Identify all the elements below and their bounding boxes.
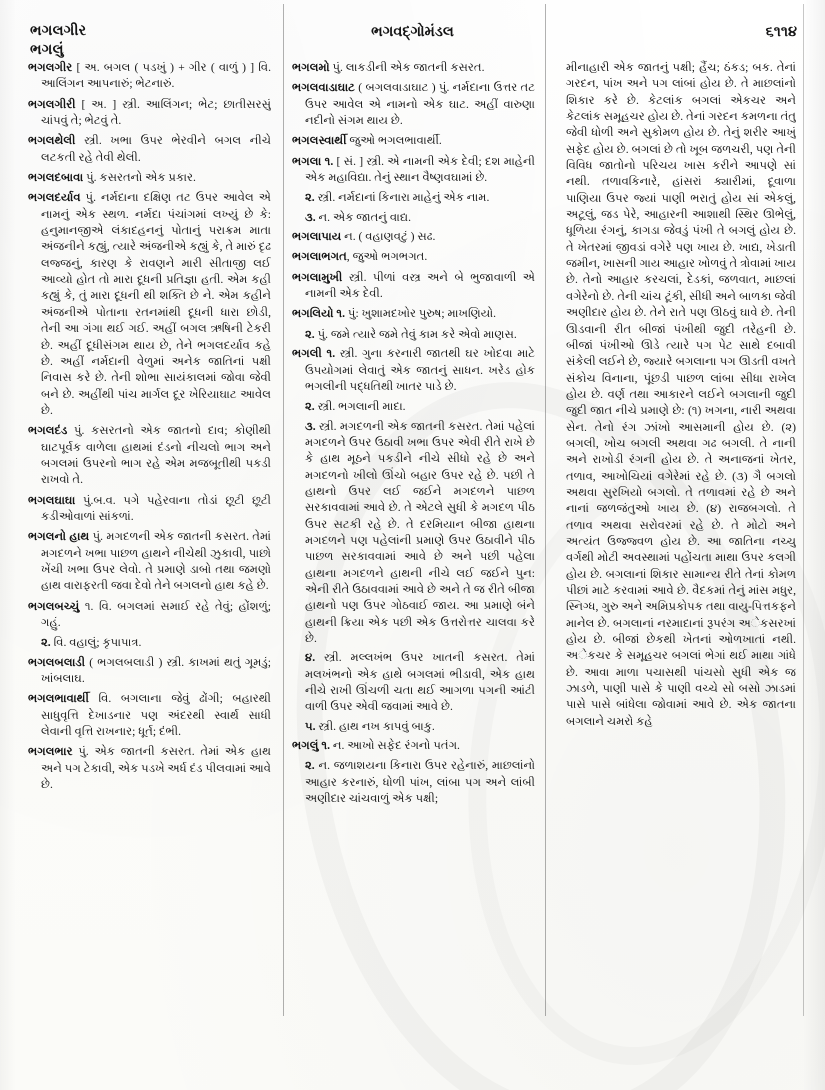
entry-definition: સ્ત્રી. નર્મદાનાં કિનારા માહેનું એક નામ.	[317, 191, 490, 205]
entry-definition: સ્ત્રી. મલ્લખંભ ઉપર ખાતની કસરત. તેમાં મલખંભનો એક હાથે બગલમાં ભીડાવી, એક હાથ નીચે રાખી ઊંચળી ચતા થઈ આગળા પગની આંટી વાળી ઉપર એવી જવામાં આવે છે.	[305, 651, 535, 714]
entry-sense	[292, 210, 535, 226]
sense-number: ૨.	[305, 191, 318, 205]
entry-definition: [ સં. ] સ્ત્રી. એ નામની એક દેવી; દશ માહેની એક મહાવિદ્યા. તેનું સ્થાન વૈષ્ણવઘામાં છે.	[305, 154, 535, 185]
entry-definition: ન. જળાશયના કિનારા ઉપર રહેનારું, માછલાંનો આહાર કરનારું, ધોળી પાંખ, લાંબા પગ અને લાંબી અણીદાર ચાંચવાળું એક પક્ષી;	[305, 759, 535, 806]
entry-definition: પું. કસરતનો એક જાતનો દાવ; કોણીથી ઘાટપૂર્વક વાળેલા હાથમાં દંડનો નીચલો ભાગ અને બગલમાં ઉપરનો ભાગ રહે એમ મજબૂતીથી પકડી રાખવો તે.	[41, 424, 271, 487]
entry-headword: ભગલદંડ	[28, 424, 68, 438]
dictionary-entry	[28, 655, 271, 688]
dictionary-entry	[292, 154, 535, 187]
sense-number: ૨.	[41, 636, 54, 650]
entry-headword: ભગલભાવાર્થી	[28, 692, 89, 706]
entry-definition: મીનાહારી એક જાતનું પક્ષી; હૈંચ; ઠંકડ; બક. તેનાં ગરદન, પાંખ અને પગ લાંબાં હોય છે. તે માછલાંનો શિકાર કરે છે. કેટલાંક બગલાં એકચર અને કેટલાંક સમૂહચર હોય છે. તેનાં ગરદન કમળના તંતુ જેવી ધોળી અને સુકોમળ હોય છે. તેનું શરીર આખું સફેદ હોય છે. બગલાં છે તો ખૂબ જળચરી, પણ તેની વિવિધ જાતોનો પરિચય ખાસ કરીને આપણે સાં નથી. તળાવકિનારે, હાંસરાં ક્યારીમાં, દૂવાળા પાણિયા ઉપર જ્યાં પાણી ભરાતું હોય સાં એકલું, અટૂલું, જડ પેરે, આહારની આશાથી સ્થિર ઊભેલું, ધૂળિયા રંગનું, કાગડા જેવડું પંખી તે બગલું હોય છે. તે ખેતરમાં જીવડાં વગેરે પણ ખાય છે. ખાદ્ય, ખેડાતી જમીન, ખાસની ગાય આહાર ખોળવું તે ત્રોવામાં ખાય છે. તેનો આહાર કરચલાં, દેડકાં, જળવાત, માછલાં વગેરેનો છે. તેની ચાંચ ટૂંકી, સીધી અને બાળકા જેવી અણીદાર હોય છે. તેને રાતે પણ ઊઠવું ઘાવે છે. તેની ઊડવાની રીત બીજાં પંખીથી જુદી તરેહની છે. બીજાં પંખીઓ ઊડે ત્યારે પગ પેટ સાથે દબાવી સંકેલી લઈને છે, જ્યારે બગલાના પગ ઊડતી વખતે સંકોચ વિનાના, પૂંછડી પાછળ લાંબા સીધા રાખેલ હોય છે. વર્ણ તથા આકારને લઈને બગલાની જુદી જુદી જાત નીચે પ્રમાણે છે: (૧) ખગના, નારી અથવા સેન. તેનો રંગ ઝાંખો આસમાની હોય છે. (૨) બગલી, ખોચ બગલી અથવા ગઢ બગલી. તે નાની અને રાખોડી રંગની હોય છે. તે અનાજનાં ખેતર, તળાવ, આખોચિયાં વગેરેમાં રહે છે. (૩) ગૈ બગલો અથવા સુરખિયો બગલો. તે તળાવમાં રહે છે અને નાનાં જળજંતુઓ ખાય છે. (૪) રાજબગલો. તે તળાવ અથવા સરોવરમાં રહે છે. તે મોટો અને અત્યંત ઉજ્જ્વળ હોય છે. આ જાતિના નચ્ચુ વર્ગથી મોટી અવસ્થામાં પહોંચતા માથા ઉપર કલગી હોય છે. બગલાનાં શિકાર સામાન્ય રીતે તેનાં કોમળ પીછાં માટે કરવામાં આવે છે. વૈદકમાં તેનું માંસ મધુર, સ્નિગ્ધ, ગુરુ અને અમિપ્રકોપક તથા વાયુ-પિત્તકફને માનેલ છે. બગલાનાં નરમાદાનાં રૂપરંગ અેકસરખાં હોય છે. બીજાં છેકથી ખેતનાં ઓળખાતાં નથી. અેકચર કે સમૂહચર બગલાં ભેગાં થઈ માથા ગાંધે છે. આવા માળા પચાસથી પાંચસો સુધી એક જ ઝાડળે, પાણી પાસે કે પાણી વચ્ચે સો બસો ઝાડમાં પાસે પાસે બાંધેલા જોવામાં આવે છે. એક જાતના બગલાને ચમરો કહે	[566, 61, 796, 728]
dictionary-entry	[28, 170, 271, 186]
entry-definition: ( બગલવાડાઘાટ ) પું. નર્મદાના ઉત્તર તટ ઉપર આવેલ એ નામનો એક ઘાટ. અહીં વારુણા નદીનો સંગમ થાય છે.	[305, 81, 535, 128]
text-columns	[0, 60, 825, 1090]
dictionary-entry	[28, 691, 271, 740]
dictionary-entry	[292, 306, 535, 322]
entry-definition: સ્ત્રી. ભગલાની માદા.	[317, 400, 406, 414]
entry-headword: ભગલિયો	[292, 307, 334, 321]
sense-number: ૨.	[305, 327, 318, 341]
entry-headword: ભગલગીરી	[28, 97, 76, 111]
dictionary-entry	[292, 249, 535, 265]
dictionary-entry	[292, 270, 535, 303]
entry-definition: પું. કસરતનો એક પ્રકાર.	[83, 171, 196, 185]
sense-number: ૪.	[305, 651, 324, 665]
entry-definition: [ અ. ] સ્ત્રી. આલિંગન; ભેટ; છાતીસરસું ચાંપવું તે; ભેટવું તે.	[41, 97, 271, 128]
dictionary-entry	[292, 738, 535, 754]
entry-headword: ભગલથેલી	[28, 134, 76, 148]
entry-sense	[292, 650, 535, 715]
dictionary-entry	[292, 133, 535, 149]
entry-definition: [ અ. બગલ ( પડખું ) + ગીર ( વાળું ) ] વિ. આલિંગન આપનારું; ભેટનારું.	[41, 61, 271, 91]
entry-headword: ભગલનો હાથ	[28, 530, 90, 544]
entry-headword: ભગલદબાવા	[28, 171, 84, 185]
page-number: ૬૧૧૪	[765, 24, 797, 40]
dictionary-title: ભગવદ્ગોમંડલ	[371, 24, 454, 40]
entry-headword: ભગલસ્વાર્થી	[292, 134, 347, 148]
dictionary-entry	[292, 346, 535, 395]
dictionary-entry	[28, 423, 271, 488]
sense-number: ૧.	[321, 347, 340, 361]
sense-number: ૧.	[318, 739, 333, 753]
entry-definition: સ્ત્રી. હાથ નખ કાપવું બાકુ.	[318, 719, 435, 733]
entry-sense	[553, 60, 796, 730]
column-3	[553, 60, 796, 1082]
sense-number: ૧.	[333, 307, 348, 321]
entry-headword: ભગલબલાડી	[28, 655, 86, 669]
entry-headword: ભગલવાડાઘાટ	[292, 81, 355, 95]
dictionary-entry	[28, 599, 271, 632]
entry-definition: પું. એક જાતની કસરત. તેમાં એક હાથ અને પગ ટેકાવી, એક પડખે અર્ધ દંડ પીલવામાં આવે છે.	[41, 745, 271, 792]
entry-sense	[28, 635, 271, 651]
dictionary-entry	[28, 493, 271, 526]
entry-headword: ભગલદર્યાવ	[28, 191, 81, 205]
dictionary-entry	[28, 60, 271, 93]
dictionary-entry	[28, 529, 271, 594]
entry-headword: ભગલાપાય	[292, 230, 342, 244]
dictionary-entry	[292, 60, 535, 76]
entry-headword: ભગલામુખી	[292, 270, 343, 284]
sense-number: ૫.	[305, 719, 319, 733]
entry-sense	[292, 419, 535, 648]
entry-headword: ભગલભાર	[28, 745, 73, 759]
entry-definition: પું. મગદળની એક જાતની કસરત. તેમાં મગદળને ખભા પાછળ હાથને નીચેથી ઝુકાવી, પાછો ખેંચી ખભા ઉપર લેવો. તે પ્રમાણે ડાબો તથા જમણો હાથ વારાફરતી જવા દેવો તેને બગલનો હાથ કહે છે.	[41, 530, 271, 593]
entry-headword: ભગલા	[292, 154, 322, 168]
entry-definition: પું. જમે ત્યારે જમે તેવું કામ કરે એવો માણસ.	[317, 327, 517, 341]
entry-sense	[292, 399, 535, 415]
entry-definition: પું.બ.વ. પગે પહેરવાના તોડાં છૂટી છૂટી કડીઓવાળાં સાંકળાં.	[41, 493, 271, 523]
entry-headword: ભગલઘાઘા	[28, 493, 76, 507]
dictionary-entry	[28, 97, 271, 130]
entry-headword: ભગલમો	[292, 61, 330, 74]
page-header	[0, 0, 825, 62]
entry-definition: , જુઓ ભગભગત.	[346, 250, 428, 264]
sense-number: ૨.	[305, 759, 319, 773]
entry-headword: ભગલી	[292, 347, 322, 361]
entry-headword: ભગલગીર	[28, 61, 73, 74]
entry-definition: પું: ખુશામદખોર પુરુષ; માખણિયો.	[347, 307, 497, 321]
column-2	[292, 60, 535, 1082]
sense-number: ૨.	[305, 400, 318, 414]
entry-definition: ન. ( વહાણવટું ) સઢ.	[341, 230, 436, 244]
entry-sense	[292, 758, 535, 807]
sense-number: ૩.	[305, 419, 319, 433]
entry-definition: સ્ત્રી. મગદળની એક જાતની કસરત. તેમાં પહેલાં મગદળને ઉપર ઉઠાવી ખભા ઉપર એવી રીતે રાખે છે કે હાથ મૂઠને પકડીને નીચે સીધો રહે છે અને મગદળનો ખીલો ઊંચો બહાર ઉપર રહે છે. પછી તે હાથનો ઉપર લઈ જઈને મગદળને પાછળ સરકાવવામાં આવે છે. તે એટલે સુધી કે મગદળ પીઠ ઉપર સટકી રહે છે. તે દરમિયાન બીજા હાથના મગદળને પણ પહેલાંની પ્રમાણે ઉપર ઉઠાવીને પીઠ પાછળ સરકાવવામાં આવે છે અને પછી પહેલા હાથના મગદળને હાથની નીચે લઈ જઈને પુન: એની રીતે ઉઠાવવામાં આવે છે અને તે જ રીતે બીજા હાથનો પણ ઉપર ગોઠવાઈ જાય. આ પ્રમાણે બંને હાથની ક્રિયા એક પછી એક ઉત્તરોત્તર ચાલવા કરે છે.	[305, 419, 535, 645]
entry-headword: ભગલબચ્ચું	[28, 599, 80, 613]
entry-definition: જુઓ ભગલભાવાર્થી.	[346, 134, 442, 148]
dictionary-entry	[28, 744, 271, 793]
dictionary-entry	[292, 80, 535, 129]
entry-headword: ભગલાભગત	[292, 250, 347, 264]
entry-sense	[292, 719, 535, 735]
entry-definition: ન. આખો સફેદ રંગનો પતંગ.	[332, 739, 460, 753]
column-1	[28, 60, 271, 1082]
entry-sense	[292, 327, 535, 343]
entry-sense	[292, 190, 535, 206]
sense-number: ૧.	[321, 154, 337, 168]
entry-definition: વિ. બગલાના જેવું ઢોંગી; બહારથી સાધુવૃત્તિ દેખાડનાર પણ અંદરથી સ્વાર્થ સાધી લેવાની વૃત્તિ રાખનાર; ધૂર્ત; દંભી.	[41, 692, 271, 739]
sense-number: ૩.	[305, 210, 319, 224]
dictionary-entry	[28, 190, 271, 419]
entry-definition: પું. નર્મદાના દક્ષિણ તટ ઉપર આવેલ એ નામનું એક સ્થળ. નર્મદા પંચાંગમાં લખ્યું છે કે: હનુમાનજીએ લંકાદહનનું પોતાનું પરાક્રમ માતા અંજનીને કહ્યું, ત્યારે અંજનીએ કહ્યું કે, તે મારું દૃઢ લજ્જનું, કારણ કે રાવણને મારી સીતાજી લઈ આવ્યો હોત તો મારા દૂધની પ્રતિજ્ઞા હતી. એમ કહી કહ્યું કે, તું મારા દૂધની થી શક્તિ છે ને. એમ કહીને અંજનીએ પોતાના રતનમાંથી દૂધની ધારા છોડી, તેની આ ગંગા થઈ ગઈ. અહીં બગલ ઋષિની ટેકરી છે. અહીં દૂધીસંગમ થાય છે, તેને ભગલદર્યાવ કહે છે. અહીં નર્મદાની વેળુમાં અનેક જાતિનાં પક્ષી નિવાસ કરે છે. તેની શોભા સાયંકાલમાં જોવા જેવી બને છે. અહીંથી પાંચ માર્ગલ દૂર ખેરિયાઘાટ આવેલ છે.	[41, 191, 271, 417]
entry-definition: સ્ત્રી. ખભા ઉપર ભેરવીને બગલ નીચે લટકતી રહે તેવી થેલી.	[41, 134, 271, 164]
running-head-left-line2: ભગલું	[30, 42, 64, 58]
entry-headword: ભગલું	[292, 739, 319, 753]
running-head-left-line1: ભગલગીર	[30, 23, 87, 39]
dictionary-entry	[292, 229, 535, 245]
entry-definition: પું. લાકડીની એક જાતની કસરત.	[329, 61, 485, 74]
entry-definition: ન. એક જાતનું વાદ્ય.	[318, 210, 412, 224]
dictionary-entry	[28, 133, 271, 166]
entry-definition: સ્ત્રી. પીળાં વસ્ત્ર અને બે ભુજાવાળી એ નામની એક દેવી.	[305, 270, 535, 301]
entry-definition: વિ. વહાલું; કૃપાપાત્ર.	[53, 636, 142, 650]
entry-definition: ( ભગલબલાડી ) સ્ત્રી. કાખમાં થતું ગૂમડું; ખાંબલાઘ.	[41, 655, 271, 686]
entry-definition: ૧. વિ. બગલમાં સમાઈ રહે તેવું; હોંશળું; ગહું.	[41, 599, 271, 629]
entry-definition: સ્ત્રી. ગુના કરનારી જાતથી ઘર ખોદવા માટે ઉપયોગમાં લેવાતું એક જાતનું સાધન. ખરેડ હોક ભગલીની પદ્ધતિથી ખાતર પાડે છે.	[305, 347, 535, 393]
